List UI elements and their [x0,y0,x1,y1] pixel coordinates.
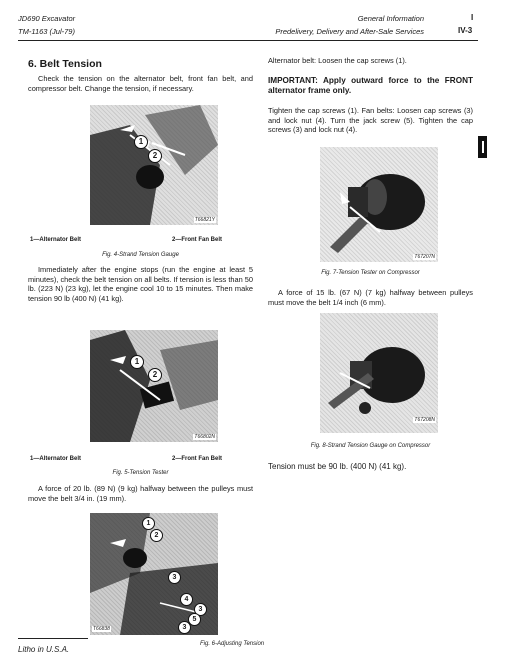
figure-4-photo [90,105,218,225]
header-model: JD690 Excavator [18,14,76,23]
header-rule [18,40,478,41]
figure-5-caption: Fig. 5-Tension Tester [112,470,169,476]
section-title: 6. Belt Tension [28,58,102,70]
figure-8-photo [320,313,438,433]
figure-5-legend-alternator: 1—Alternator Belt [30,456,82,462]
header-page-number: IV-3 [458,26,473,35]
section-thumb-tab [478,136,487,158]
header-section-mark: I [471,13,474,22]
figure-8-caption: Fig. 8-Strand Tension Gauge on Compressor [310,443,431,449]
figure-6-callout-3c: 3 [178,621,191,634]
figure-4-legend-fan: 2—Front Fan Belt [172,237,223,243]
paragraph-immediate-check: Immediately after the engine stops (run the engine at least 5 minutes), check the belt tension on all belts. If tension is less than 50 lb. (223 N) (23 kg), let the engine cool 10 to 15 minutes. Then make tension 90 lb (400 N) (41 kg). [28,265,253,303]
paragraph-force-20lb: A force of 20 lb. (89 N) (9 kg) halfway between the pulleys must move the belt 3/4 in. (19 mm). [28,484,253,503]
header-section: General Information [357,14,424,23]
paragraph-check-tension: Check the tension on the alternator belt, front fan belt, and compressor belt. Change the tension, if necessary. [28,74,253,93]
paragraph-tighten-screws: Tighten the cap screws (1). Fan belts: Loosen cap screws (3) and lock nut (4). Turn the jack screw (5). Tighten the cap screws (3) and lock nut (4). [268,106,473,135]
figure-4-code: T66821Y [194,217,215,223]
footer-rule [18,638,88,639]
figure-4-callout-2: 2 [148,149,162,163]
figure-6-code: T66838 [93,626,110,632]
header-subsection: Predelivery, Delivery and After-Sale Services [275,27,424,36]
figure-4-caption: Fig. 4-Strand Tension Gauge [102,252,179,258]
figure-5-legend-fan: 2—Front Fan Belt [172,456,223,462]
figure-5-photo [90,330,218,442]
figure-5-code: T66802N [194,434,215,440]
paragraph-alternator-loosen: Alternator belt: Loosen the cap screws (1). [268,56,407,65]
figure-6-callout-1: 1 [142,517,155,530]
figure-4-legend-alternator: 1—Alternator Belt [30,237,82,243]
figure-6-callout-3b: 3 [194,603,207,616]
paragraph-tension-90lb: Tension must be 90 lb. (400 N) (41 kg). [268,462,407,471]
paragraph-force-15lb: A force of 15 lb. (67 N) (7 kg) halfway between pulleys must move the belt 1/4 inch (6 mm). [268,288,473,307]
header-manual-id: TM-1163 (Jul-79) [18,27,75,36]
figure-7-code: T67207N [414,254,435,260]
figure-6-callout-3a: 3 [168,571,181,584]
figure-6-photo [90,513,218,635]
figure-5-callout-1: 1 [130,355,144,369]
footer-printer: Litho in U.S.A. [18,645,70,654]
important-notice: IMPORTANT: Apply outward force to the FRONT alternator frame only. [268,76,473,95]
figure-8-code: T67208N [414,417,435,423]
figure-7-photo [320,147,438,262]
figure-6-callout-4: 4 [180,593,193,606]
figure-4-callout-1: 1 [134,135,148,149]
figure-6-caption: Fig. 6-Adjusting Tension [200,641,265,647]
figure-5-callout-2: 2 [148,368,162,382]
figure-6-callout-5: 5 [188,613,201,626]
figure-7-caption: Fig. 7-Tension Tester on Compressor [321,270,420,276]
figure-6-callout-2: 2 [150,529,163,542]
